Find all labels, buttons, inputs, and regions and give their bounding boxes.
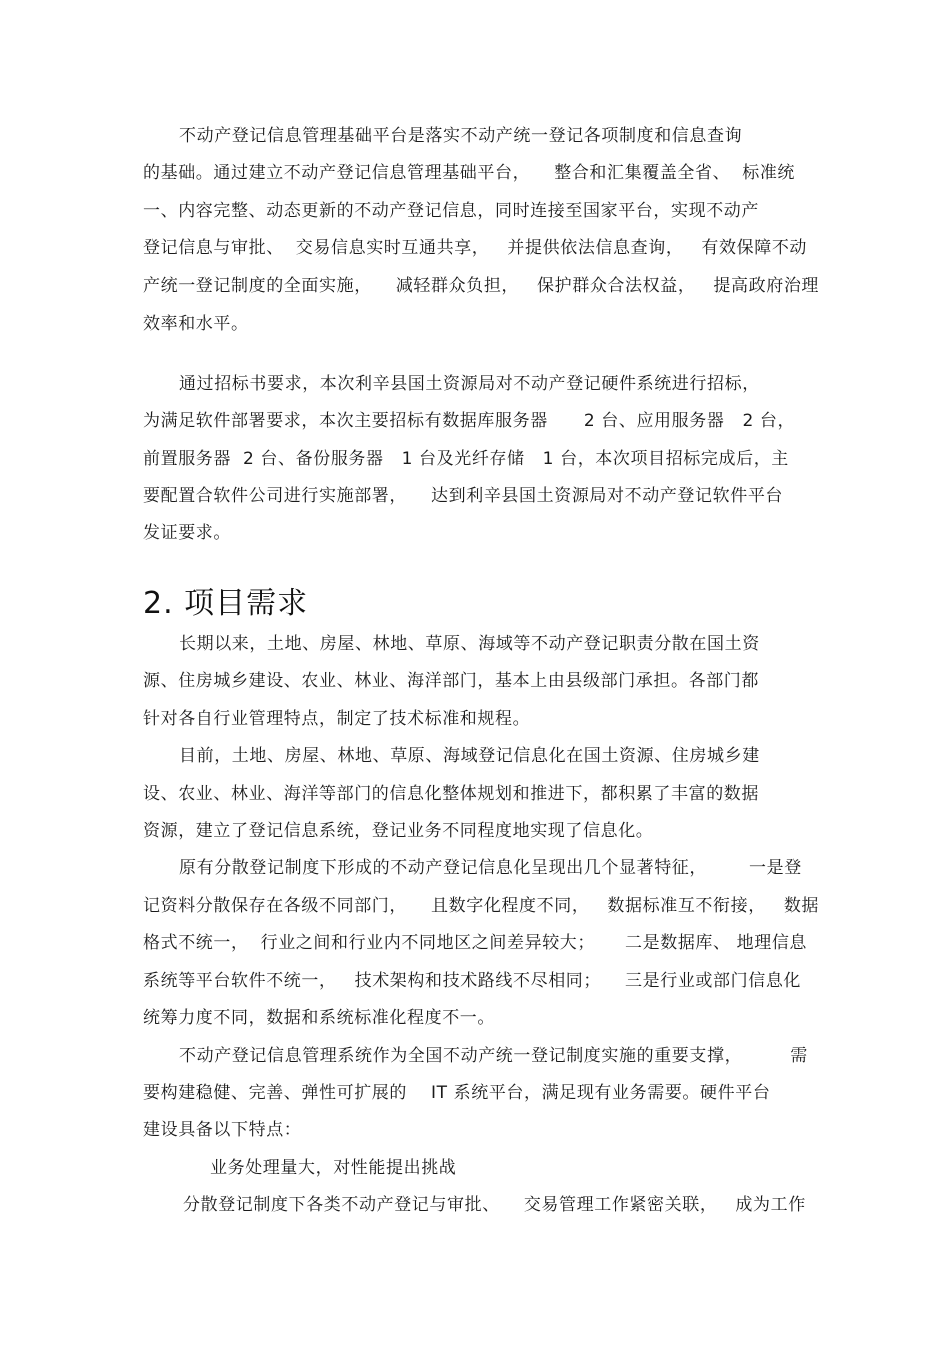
- paragraph-line: 要配置合软件公司进行实施部署， 达到利辛县国土资源局对不动产登记软件平台: [143, 486, 784, 506]
- paragraph-line: 要构建稳健、完善、弹性可扩展的 IT 系统平台，满足现有业务需要。硬件平台: [143, 1083, 771, 1103]
- section-heading: 2. 项目需求: [143, 586, 309, 621]
- paragraph-line: 建设具备以下特点：: [143, 1120, 302, 1140]
- paragraph-line: 的基础。通过建立不动产登记信息管理基础平台， 整合和汇集覆盖全省、 标准统: [143, 163, 796, 183]
- paragraph-line: 长期以来，土地、房屋、林地、草原、海域等不动产登记职责分散在国土资: [179, 634, 760, 654]
- paragraph-line: 前置服务器 2 台、备份服务器 1 台及光纤存储 1 台，本次项目招标完成后，主: [143, 449, 789, 469]
- subheading: 业务处理量大，对性能提出挑战: [210, 1158, 457, 1178]
- paragraph-line: 针对各自行业管理特点，制定了技术标准和规程。: [143, 709, 531, 729]
- paragraph-line: 原有分散登记制度下形成的不动产登记信息化呈现出几个显著特征， 一是登: [179, 858, 802, 878]
- paragraph-line: 格式不统一， 行业之间和行业内不同地区之间差异较大； 二是数据库、 地理信息: [143, 933, 808, 953]
- paragraph-line: 通过招标书要求，本次利辛县国土资源局对不动产登记硬件系统进行招标，: [179, 374, 760, 394]
- paragraph-line: 系统等平台软件不统一， 技术架构和技术路线不尽相同； 三是行业或部门信息化: [143, 971, 802, 991]
- paragraph-line: 分散登记制度下各类不动产登记与审批、 交易管理工作紧密关联， 成为工作: [183, 1195, 806, 1215]
- paragraph-line: 不动产登记信息管理系统作为全国不动产统一登记制度实施的重要支撑， 需: [179, 1046, 808, 1066]
- paragraph-line: 发证要求。: [143, 523, 231, 543]
- paragraph-line: 效率和水平。: [143, 314, 249, 334]
- paragraph-line: 产统一登记制度的全面实施， 减轻群众负担， 保护群众合法权益， 提高政府治理: [143, 276, 820, 296]
- paragraph-line: 一、内容完整、动态更新的不动产登记信息，同时连接至国家平台，实现不动产: [143, 201, 759, 221]
- paragraph-line: 目前，土地、房屋、林地、草原、海域登记信息化在国土资源、住房城乡建: [179, 746, 760, 766]
- paragraph-line: 登记信息与审批、 交易信息实时互通共享， 并提供依法信息查询， 有效保障不动: [143, 238, 808, 258]
- paragraph-line: 不动产登记信息管理基础平台是落实不动产统一登记各项制度和信息查询: [179, 126, 743, 146]
- paragraph-line: 资源，建立了登记信息系统，登记业务不同程度地实现了信息化。: [143, 821, 654, 841]
- paragraph-line: 统筹力度不同，数据和系统标准化程度不一。: [143, 1008, 495, 1028]
- paragraph-line: 源、住房城乡建设、农业、林业、海洋部门，基本上由县级部门承担。各部门都: [143, 671, 759, 691]
- paragraph-line: 记资料分散保存在各级不同部门， 且数字化程度不同， 数据标准互不衔接， 数据: [143, 896, 820, 916]
- paragraph-line: 设、农业、林业、海洋等部门的信息化整体规划和推进下，都积累了丰富的数据: [143, 784, 759, 804]
- paragraph-line: 为满足软件部署要求，本次主要招标有数据库服务器 2 台、应用服务器 2 台，: [143, 411, 796, 431]
